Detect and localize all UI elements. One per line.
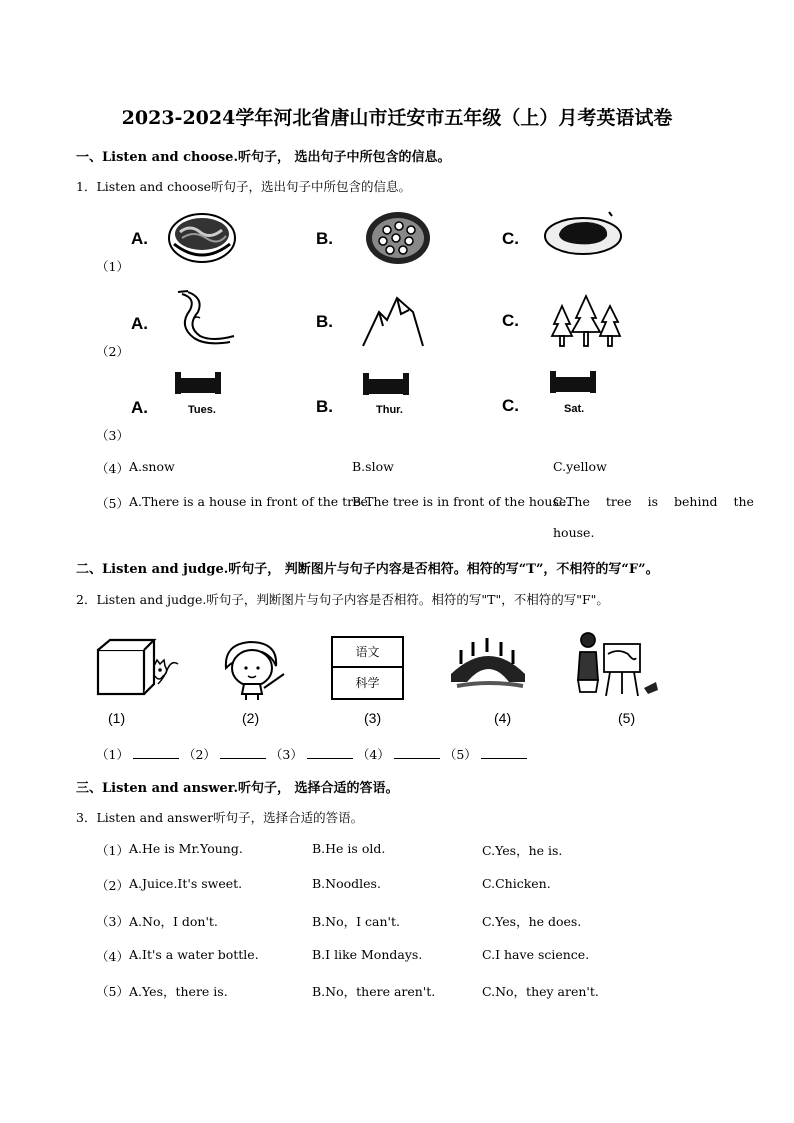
- pizza-icon: [363, 210, 433, 266]
- option-text: A.snow: [129, 459, 175, 474]
- girl-painting-icon: [574, 630, 660, 700]
- row-number: （1）: [96, 843, 129, 858]
- science-book-label: 科学: [355, 676, 380, 690]
- answer-number: （1）: [96, 747, 129, 762]
- answer-blanks-row: [96, 745, 531, 763]
- option-text-continued: house.: [553, 525, 595, 540]
- option-text: B.No，there aren't.: [312, 984, 436, 999]
- option-c-letter: C.: [502, 311, 519, 330]
- option-text: C.yellow: [553, 459, 607, 474]
- mountain-icon: [361, 292, 425, 348]
- row-number: （3）: [96, 914, 129, 929]
- question-2-prompt: 2．Listen and judge.听句子，判断图片与句子内容是否相符。相符的写"T"，不相符的写"F"。: [76, 592, 609, 607]
- picture-label-3: (3): [364, 710, 382, 726]
- calendar-icon: [175, 372, 221, 394]
- answer-blank-2[interactable]: [220, 746, 266, 759]
- option-text: C.Yes，he does.: [482, 914, 582, 929]
- option-text: B.He is old.: [312, 841, 386, 856]
- option-text: C.Chicken.: [482, 876, 551, 891]
- item-3-number: （3）: [96, 428, 129, 443]
- question-1-prompt: 1．Listen and choose听句子，选出句子中所包含的信息。: [76, 179, 412, 194]
- row-number: （5）: [96, 984, 129, 999]
- option-a-letter: A.: [131, 398, 148, 417]
- bridge-icon: [449, 634, 527, 690]
- question-3-prompt: 3．Listen and answer听句子，选择合适的答语。: [76, 810, 364, 825]
- answer-blank-1[interactable]: [133, 746, 179, 759]
- answer-number: （2）: [182, 747, 216, 762]
- option-a-letter: A.: [131, 314, 148, 333]
- option-c-letter: C.: [502, 396, 519, 415]
- calendar-icon: [363, 373, 409, 395]
- option-text: A.Yes，there is.: [129, 984, 228, 999]
- option-b-letter: B.: [316, 397, 333, 416]
- answer-number: （4）: [356, 747, 390, 762]
- option-text: B.I like Mondays.: [312, 947, 423, 962]
- option-text: C.The tree is behind the: [553, 494, 754, 509]
- girl-with-stick-icon: [220, 636, 286, 702]
- row-number: （2）: [96, 878, 129, 893]
- answer-blank-4[interactable]: [394, 746, 440, 759]
- item-2-number: （2）: [96, 344, 129, 359]
- row-number: （4）: [96, 949, 129, 964]
- day-label-sat: Sat.: [564, 403, 585, 415]
- steak-plate-icon: [543, 208, 625, 258]
- forest-icon: [548, 292, 624, 348]
- answer-blank-5[interactable]: [481, 746, 527, 759]
- picture-label-4: (4): [494, 710, 512, 726]
- option-text: A.No，I don't.: [129, 914, 218, 929]
- item-4-number: （4）: [96, 461, 129, 476]
- page-title: 2023-2024学年河北省唐山市迁安市五年级（上）月考英语试卷: [121, 107, 673, 129]
- option-b-letter: B.: [316, 229, 333, 248]
- option-text: C.Yes，he is.: [482, 843, 563, 858]
- answer-number: （5）: [443, 747, 477, 762]
- option-text: A.It's a water bottle.: [129, 947, 259, 962]
- option-a-letter: A.: [131, 229, 148, 248]
- option-text: B.The tree is in front of the house.: [352, 494, 571, 509]
- picture-label-5: (5): [618, 710, 636, 726]
- picture-label-1: (1): [108, 710, 126, 726]
- option-text: A.He is Mr.Young.: [129, 841, 243, 856]
- option-c-letter: C.: [502, 229, 519, 248]
- option-text: A.There is a house in front of the tree.: [129, 494, 372, 509]
- option-text: B.No，I can't.: [312, 914, 400, 929]
- item-1-number: （1）: [96, 259, 129, 274]
- box-and-cat-icon: [96, 636, 182, 698]
- option-text: B.slow: [352, 459, 394, 474]
- chinese-book-label: 语文: [333, 638, 402, 668]
- subject-books-icon: [331, 636, 404, 700]
- answer-blank-3[interactable]: [307, 746, 353, 759]
- picture-label-2: (2): [242, 710, 260, 726]
- option-text: B.Noodles.: [312, 876, 381, 891]
- option-b-letter: B.: [316, 312, 333, 331]
- option-text: C.No，they aren't.: [482, 984, 599, 999]
- day-label-thur: Thur.: [376, 404, 403, 416]
- day-label-tues: Tues.: [188, 404, 216, 416]
- answer-number: （3）: [269, 747, 303, 762]
- item-5-number: （5）: [96, 496, 129, 511]
- section2-heading: 二、Listen and judge.听句子， 判断图片与句子内容是否相符。相符的写“T”，不相符的写“F”。: [76, 562, 659, 577]
- option-text: C.I have science.: [482, 947, 590, 962]
- river-icon: [172, 290, 238, 350]
- calendar-icon: [550, 371, 596, 393]
- section1-heading: 一、Listen and choose.听句子， 选出句子中所包含的信息。: [76, 150, 451, 165]
- option-text: A.Juice.It's sweet.: [129, 876, 243, 891]
- noodle-bowl-icon: [166, 210, 238, 266]
- section3-heading: 三、Listen and answer.听句子， 选择合适的答语。: [76, 781, 399, 796]
